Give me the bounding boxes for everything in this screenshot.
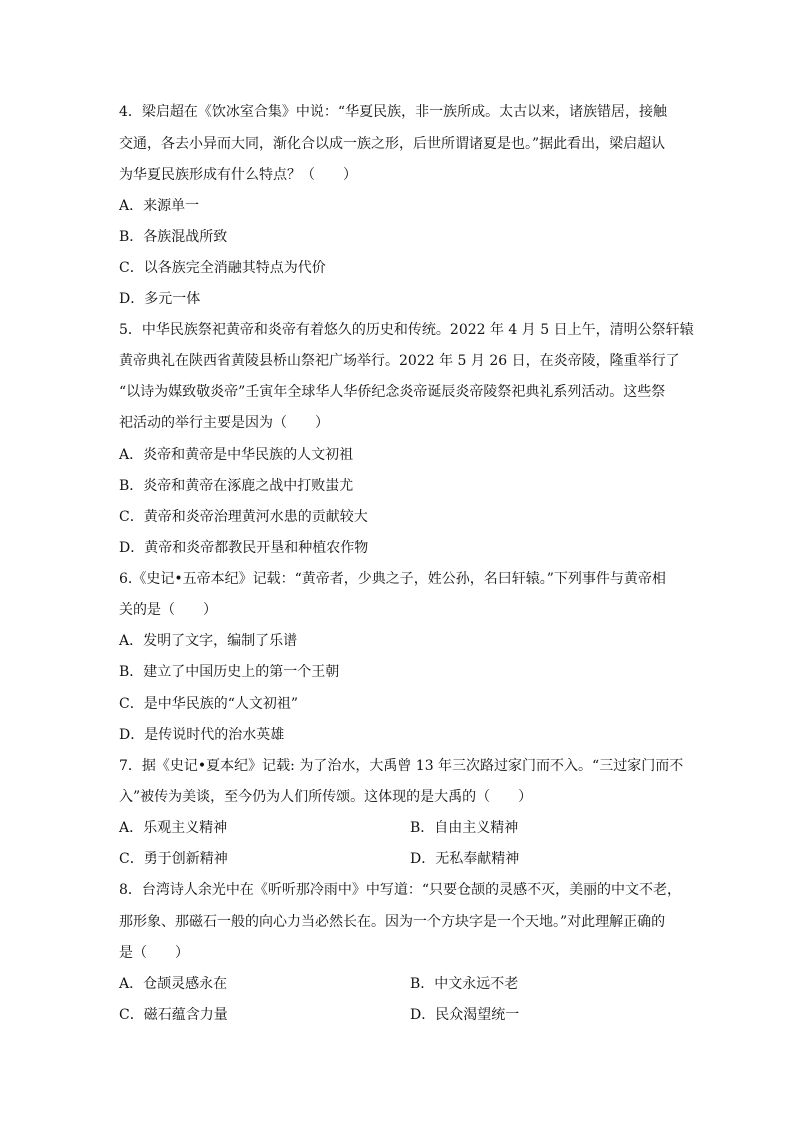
question-8-option-a: A．仓颉灵感永在: [119, 976, 228, 992]
question-5-option-b: B．炎帝和黄帝在涿鹿之战中打败蚩尤: [119, 478, 354, 494]
question-7-stem-line-2: 入”被传为美谈，至今仍为人们所传颂。这体现的是大禹的（ ）: [119, 789, 533, 805]
question-6-option-c: C．是中华民族的“人文初祖”: [119, 696, 299, 712]
question-5-stem-line-1: 5．中华民族祭祀黄帝和炎帝有着悠久的历史和传统。2022 年 4 月 5 日上午，清明公祭轩辕: [119, 322, 694, 338]
question-5-option-c: C．黄帝和炎帝治理黄河水患的贡献较大: [119, 509, 368, 525]
question-4-stem-line-1: 4．梁启超在《饮冰室合集》中说：“华夏民族，非一族所成。太古以来，诸族错居，接触: [119, 104, 668, 120]
question-6-option-a: A．发明了文字，编制了乐谱: [119, 633, 298, 649]
question-5-option-a: A．炎帝和黄帝是中华民族的人文初祖: [119, 447, 354, 463]
question-6-stem-line-2: 关的是（ ）: [119, 602, 217, 618]
question-8-option-c: C．磁石蕴含力量: [119, 1007, 228, 1023]
question-6-stem-line-1: 6.《史记•五帝本纪》记载：“黄帝者，少典之子，姓公孙，名曰轩辕。”下列事件与黄帝相: [119, 571, 666, 587]
question-8-stem-line-2: 那形象、那磁石一般的向心力当必然长在。因为一个方块字是一个天地。”对此理解正确的: [119, 914, 666, 930]
question-8-stem-line-3: 是（ ）: [119, 945, 189, 961]
question-7-option-a: A．乐观主义精神: [119, 820, 228, 836]
question-7-stem-line-1: 7．据《史记•夏本纪》记载: 为了治水，大禹曾 13 年三次路过家门而不入。“三过家门而不: [119, 758, 684, 774]
question-8-stem-line-1: 8．台湾诗人余光中在《听听那冷雨中》中写道：“只要仓颉的灵感不灭，美丽的中文不老，: [119, 882, 682, 898]
question-4-option-b: B．各族混战所致: [119, 229, 228, 245]
question-4-option-a: A．来源单一: [119, 198, 200, 214]
question-7-option-c: C．勇于创新精神: [119, 851, 228, 867]
question-5-stem-line-3: “以诗为媒致敬炎帝”壬寅年全球华人华侨纪念炎帝诞辰炎帝陵祭祀典礼系列活动。这些祭: [119, 384, 666, 400]
question-8-option-b: B．中文永远不老: [410, 976, 519, 992]
question-7-option-b: B．自由主义精神: [410, 820, 519, 836]
question-4-option-d: D．多元一体: [119, 291, 201, 307]
question-5-option-d: D．黄帝和炎帝都教民开垦和种植农作物: [119, 540, 369, 556]
question-7-option-d: D．无私奉献精神: [410, 851, 520, 867]
question-5-stem-line-2: 黄帝典礼在陕西省黄陵县桥山祭祀广场举行。2022 年 5 月 26 日，在炎帝陵，隆重举行了: [119, 353, 680, 369]
question-4-stem-line-3: 为华夏民族形成有什么特点？（ ）: [119, 167, 357, 183]
question-6-option-b: B．建立了中国历史上的第一个王朝: [119, 664, 340, 680]
question-4-option-c: C．以各族完全消融其特点为代价: [119, 260, 326, 276]
question-8-option-d: D．民众渴望统一: [410, 1007, 520, 1023]
question-4-stem-line-2: 交通，各去小异而大同，渐化合以成一族之形，后世所谓诸夏是也。”据此看出，梁启超认: [119, 136, 666, 152]
question-6-option-d: D．是传说时代的治水英雄: [119, 727, 285, 743]
question-5-stem-line-4: 祀活动的举行主要是因为（ ）: [119, 415, 329, 431]
